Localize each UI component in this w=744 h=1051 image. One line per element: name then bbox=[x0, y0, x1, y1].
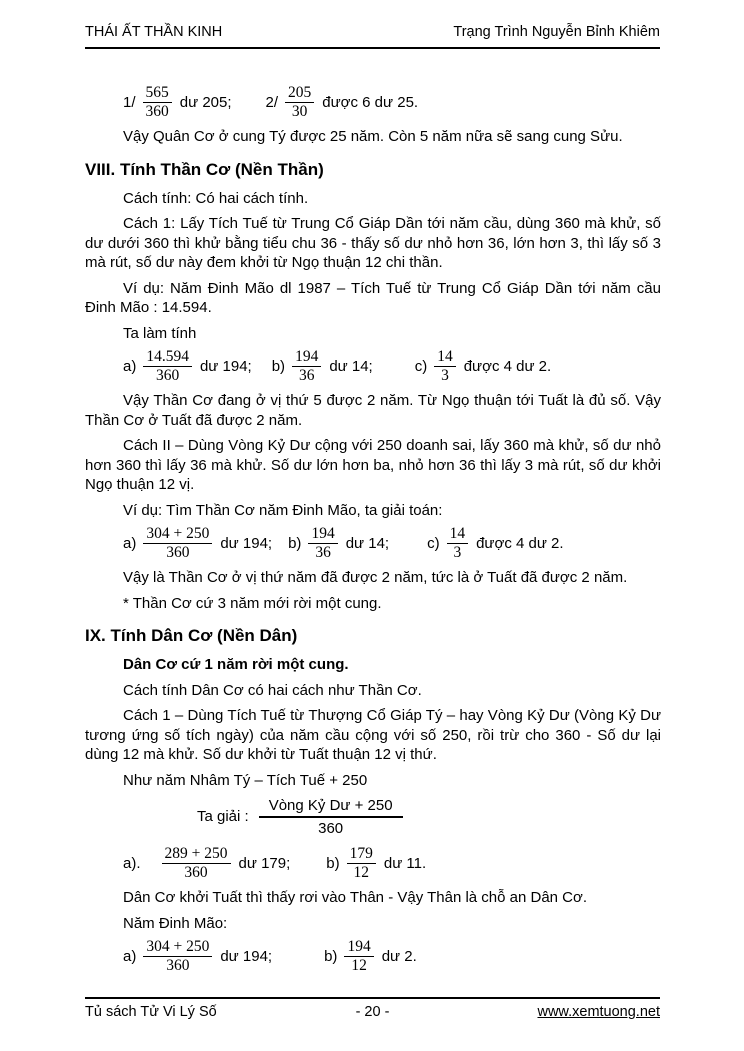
calc-label: c) bbox=[427, 534, 440, 552]
calc-item bbox=[324, 939, 417, 974]
fraction-denominator: 360 bbox=[184, 864, 208, 881]
fraction-denominator: 360 bbox=[166, 544, 190, 561]
paragraph-cach-1-dan-co: Cách 1 – Dùng Tích Tuế từ Thượng Cổ Giáp Tý – hay Vòng Kỷ Dư (Vòng Kỷ Dư tương ứng số tích ngày) của năm cầu cộng với số 250, rồi trừ cho 360 - Số dư lại dùng 12 mà khử. Số dư khởi từ Tuất thuận 12 vị thứ. bbox=[85, 707, 661, 763]
fraction-numerator: 194 bbox=[292, 349, 321, 367]
fraction bbox=[162, 846, 231, 881]
paragraph-nam-dinh-mao: Năm Đinh Mão: bbox=[123, 914, 228, 932]
fraction-denominator: 3 bbox=[453, 544, 462, 561]
fraction bbox=[143, 939, 212, 974]
calc-result-text: dư 205; bbox=[179, 93, 232, 111]
fraction bbox=[308, 526, 337, 561]
calc-label: a) bbox=[123, 357, 137, 375]
calc-result-text: dư 194; bbox=[220, 534, 273, 552]
footer-series-title: Tủ sách Tử Vi Lý Số bbox=[85, 1004, 217, 1020]
calc-item bbox=[266, 85, 419, 120]
fraction bbox=[143, 85, 172, 120]
fraction-numerator: 304 + 250 bbox=[143, 939, 212, 957]
calc-result-text: dư 194; bbox=[220, 947, 273, 965]
fraction-denominator: 360 bbox=[156, 367, 180, 384]
calc-item bbox=[123, 349, 252, 384]
calc-result-text: được 6 dư 25. bbox=[322, 93, 419, 111]
fraction bbox=[347, 846, 376, 881]
paragraph-cach-tinh: Cách tính: Có hai cách tính. bbox=[123, 189, 309, 207]
fraction-numerator: 304 + 250 bbox=[143, 526, 212, 544]
fraction-numerator: Vòng Kỷ Dư + 250 bbox=[259, 796, 403, 818]
calc-label: 1/ bbox=[123, 93, 136, 111]
fraction-numerator: 14.594 bbox=[143, 349, 192, 367]
paragraph-dan-co-khoi-tuat: Dân Cơ khởi Tuất thì thấy rơi vào Thân - Vậy Thân là chỗ an Dân Cơ. bbox=[123, 889, 588, 906]
paragraph-nham-ty: Như năm Nhâm Tý – Tích Tuế + 250 bbox=[123, 771, 368, 789]
paragraph-ta-lam-tinh: Ta làm tính bbox=[123, 324, 197, 342]
fraction bbox=[344, 939, 373, 974]
page-content bbox=[85, 82, 661, 981]
paragraph-than-co-note: * Thần Cơ cứ 3 năm mới rời một cung. bbox=[123, 594, 382, 612]
page-header bbox=[85, 24, 660, 49]
calc-item bbox=[123, 526, 272, 561]
calc-row-than-co-1 bbox=[85, 349, 661, 384]
section-heading-8: VIII. Tính Thần Cơ (Nền Thần) bbox=[85, 159, 324, 179]
fraction bbox=[143, 526, 212, 561]
calc-label: b) bbox=[324, 947, 338, 965]
fraction bbox=[447, 526, 469, 561]
calc-label: a) bbox=[123, 947, 137, 965]
calc-label: b) bbox=[271, 357, 286, 375]
equation-label: Ta giải : bbox=[197, 808, 249, 826]
calc-row-dan-co-2 bbox=[85, 939, 661, 974]
paragraph-vi-du-tim-than-co: Ví dụ: Tìm Thần Cơ năm Đinh Mão, ta giải toán: bbox=[123, 501, 443, 519]
fraction bbox=[143, 349, 192, 384]
calc-result-text: dư 14; bbox=[345, 534, 390, 552]
fraction-numerator: 194 bbox=[344, 939, 373, 957]
calc-item bbox=[123, 939, 272, 974]
fraction-denominator: 360 bbox=[318, 820, 344, 837]
calc-item bbox=[288, 526, 389, 561]
calc-label: c) bbox=[414, 357, 428, 375]
calc-result-text: được 4 dư 2. bbox=[463, 357, 552, 375]
equation-ta-giai bbox=[197, 796, 661, 838]
paragraph-cach-tinh-dan-co: Cách tính Dân Cơ có hai cách như Thần Cơ. bbox=[123, 681, 422, 699]
calc-item bbox=[123, 846, 290, 881]
calc-item bbox=[415, 349, 551, 384]
paragraph-cach-1: Cách 1: Lấy Tích Tuế từ Trung Cổ Giáp Dần tới năm cầu, dùng 360 mà khử, số dư dưới 360 thì khử bằng tiểu chu 36 - thấy số dư nhỏ hơn 36, lớn hơn 3, thì lấy số 3 mà rút, số dư này đem khởi từ Ngọ thuận 12 chi thần. bbox=[85, 215, 661, 271]
calc-item bbox=[272, 349, 373, 384]
paragraph-quan-co-result: Vậy Quân Cơ ở cung Tý được 25 năm. Còn 5 năm nữa sẽ sang cung Sửu. bbox=[123, 128, 623, 145]
calc-result-text: dư 11. bbox=[383, 854, 427, 872]
fraction-denominator: 36 bbox=[315, 544, 331, 561]
page-number: - 20 - bbox=[355, 1004, 390, 1020]
calc-result-text: dư 14; bbox=[329, 357, 373, 375]
fraction-numerator: 289 + 250 bbox=[162, 846, 231, 864]
calc-row-quan-co bbox=[85, 85, 661, 120]
fraction-denominator: 36 bbox=[298, 367, 315, 384]
fraction-numerator: 205 bbox=[285, 85, 314, 103]
fraction bbox=[285, 85, 314, 120]
calc-result-text: được 4 dư 2. bbox=[476, 534, 564, 552]
fraction bbox=[434, 349, 456, 384]
header-title: THÁI ẤT THẦN KINH bbox=[85, 24, 223, 40]
subheading-dan-co: Dân Cơ cứ 1 năm rời một cung. bbox=[123, 656, 349, 673]
calc-label: 2/ bbox=[265, 93, 279, 111]
paragraph-vay-than-co: Vậy Thần Cơ đang ở vị thứ 5 được 2 năm. Từ Ngọ thuận tới Tuất là đủ số. Vậy Thần Cơ ở Tuất đã được 2 năm. bbox=[85, 392, 661, 429]
calc-item bbox=[326, 846, 426, 881]
calc-result-text: dư 2. bbox=[381, 947, 417, 965]
fraction-numerator: 14 bbox=[447, 526, 469, 544]
fraction-denominator: 12 bbox=[353, 864, 369, 881]
calc-result-text: dư 194; bbox=[199, 357, 252, 375]
fraction-numerator: 179 bbox=[347, 846, 376, 864]
fraction-denominator: 360 bbox=[166, 957, 190, 974]
calc-result-text: dư 179; bbox=[238, 854, 291, 872]
paragraph-cach-2: Cách II – Dùng Vòng Kỷ Dư cộng với 250 doanh sai, lấy 360 mà khử, số dư nhỏ hơn 360 thì lấy 36 mà khử. Số dư lớn hơn ba, nhỏ hơn 36 thì lấy 3 mà rút, số dư khởi Ngọ thuận 12 vị. bbox=[85, 437, 661, 493]
paragraph-vi-du-1987: Ví dụ: Năm Đinh Mão dl 1987 – Tích Tuế từ Trung Cổ Giáp Dần tới năm cầu Đinh Mão : 14.594. bbox=[85, 279, 661, 316]
calc-label: a) bbox=[123, 534, 137, 552]
fraction-numerator: 565 bbox=[143, 85, 172, 103]
calc-item bbox=[427, 526, 563, 561]
calc-row-than-co-2 bbox=[85, 526, 661, 561]
calc-label: a). bbox=[123, 854, 141, 872]
fraction bbox=[259, 796, 403, 838]
calc-label: b) bbox=[326, 854, 340, 872]
page-footer bbox=[85, 997, 660, 1020]
fraction bbox=[292, 349, 321, 384]
fraction-denominator: 12 bbox=[351, 957, 367, 974]
calc-item bbox=[123, 85, 232, 120]
footer-website-link[interactable]: www.xemtuong.net bbox=[537, 1004, 660, 1020]
fraction-denominator: 3 bbox=[441, 367, 449, 384]
section-heading-9: IX. Tính Dân Cơ (Nền Dân) bbox=[85, 626, 298, 645]
header-author: Trạng Trình Nguyễn Bỉnh Khiêm bbox=[453, 24, 660, 40]
paragraph-vay-la-than-co: Vậy là Thần Cơ ở vị thứ năm đã được 2 năm, tức là ở Tuất đã được 2 năm. bbox=[123, 569, 628, 586]
fraction-denominator: 30 bbox=[291, 103, 308, 120]
fraction-numerator: 14 bbox=[434, 349, 456, 367]
fraction-denominator: 360 bbox=[145, 103, 169, 120]
fraction-numerator: 194 bbox=[308, 526, 337, 544]
calc-row-dan-co-1 bbox=[85, 846, 661, 881]
calc-label: b) bbox=[288, 534, 302, 552]
